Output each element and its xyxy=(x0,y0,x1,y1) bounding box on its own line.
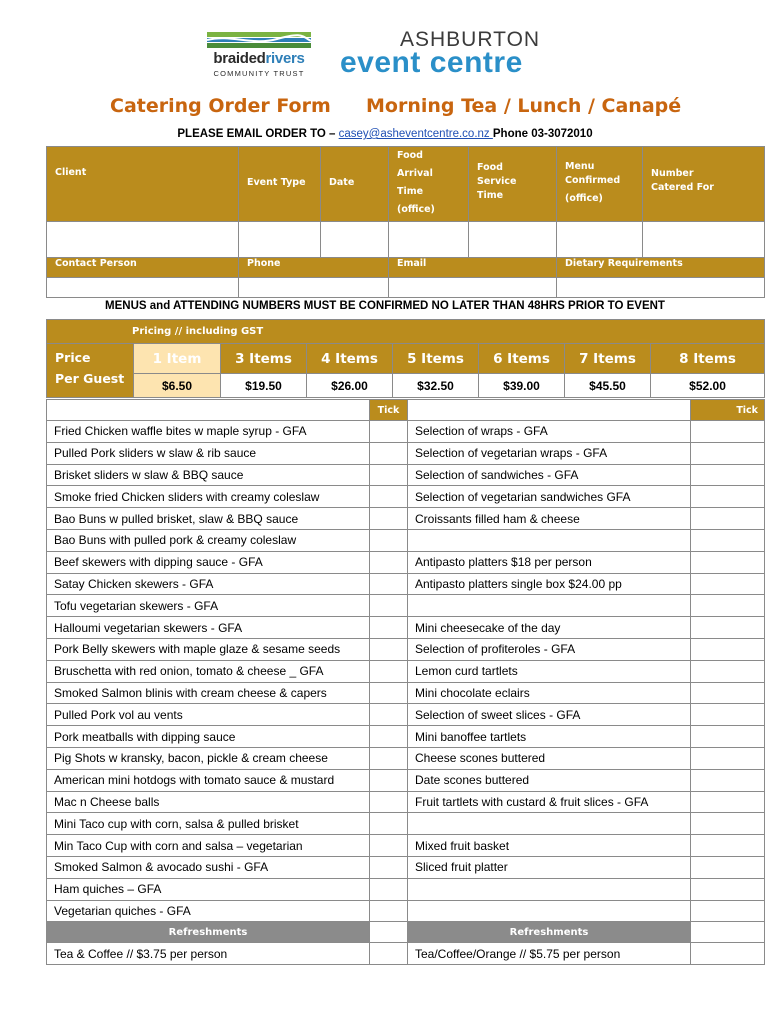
menu-item-left: Ham quiches – GFA xyxy=(47,878,370,900)
menu-item-right: Selection of profiteroles - GFA xyxy=(408,638,691,660)
menu-row xyxy=(47,421,765,443)
menu-item-right: Cheese scones buttered xyxy=(408,747,691,769)
food-service-header: Food Service Time xyxy=(469,147,557,222)
price-7-items: $45.50 xyxy=(565,374,651,398)
menu-item-right: Fruit tartlets with custard & fruit slices - GFA xyxy=(408,791,691,813)
menu-item-right: Antipasto platters $18 per person xyxy=(408,551,691,573)
tick-box-left[interactable] xyxy=(370,726,408,748)
menu-row xyxy=(47,878,765,900)
tick-box-left[interactable] xyxy=(370,900,408,922)
tick-box-right[interactable] xyxy=(691,726,765,748)
tick-box-left[interactable] xyxy=(370,856,408,878)
menu-item-left: Pulled Pork sliders w slaw & rib sauce xyxy=(47,442,370,464)
tick-box-right[interactable] xyxy=(691,617,765,639)
date-header: Date xyxy=(321,147,389,222)
menu-item-left: Bao Buns w pulled brisket, slaw & BBQ sauce xyxy=(47,508,370,530)
pricing-option-1-item[interactable]: 1 Item xyxy=(134,344,221,374)
price-3-items: $19.50 xyxy=(221,374,307,398)
number-catered-field[interactable] xyxy=(643,222,765,258)
refreshments-tick-left[interactable] xyxy=(370,943,408,965)
refreshments-option-right: Tea/Coffee/Orange // $5.75 per person xyxy=(408,943,691,965)
tick-box-right[interactable] xyxy=(691,660,765,682)
pricing-header: Pricing // including GST xyxy=(47,320,765,344)
pricing-table xyxy=(46,319,765,398)
menu-item-right xyxy=(408,595,691,617)
menu-row xyxy=(47,617,765,639)
braided-rivers-name: braidedrivers xyxy=(213,50,305,67)
tick-box-left[interactable] xyxy=(370,769,408,791)
refreshments-row xyxy=(47,943,765,965)
menu-item-left: Fried Chicken waffle bites w maple syrup - GFA xyxy=(47,421,370,443)
menu-row xyxy=(47,486,765,508)
menu-row xyxy=(47,900,765,922)
tick-box-right[interactable] xyxy=(691,551,765,573)
refreshments-header-left: Refreshments xyxy=(47,922,370,943)
menu-item-left: Mac n Cheese balls xyxy=(47,791,370,813)
tick-box-left[interactable] xyxy=(370,464,408,486)
pricing-option-8-items[interactable]: 8 Items xyxy=(651,344,765,374)
tick-box-right[interactable] xyxy=(691,835,765,857)
menu-item-left: Halloumi vegetarian skewers - GFA xyxy=(47,617,370,639)
email-link[interactable]: casey@asheventcentre.co.nz xyxy=(338,128,493,140)
tick-box-left[interactable] xyxy=(370,704,408,726)
event-type-field[interactable] xyxy=(239,222,321,258)
menu-table xyxy=(46,399,765,965)
email-header: Email xyxy=(389,258,557,278)
tick-box-left[interactable] xyxy=(370,551,408,573)
menu-item-left: Tofu vegetarian skewers - GFA xyxy=(47,595,370,617)
tick-box-left[interactable] xyxy=(370,442,408,464)
tick-box-left[interactable] xyxy=(370,529,408,551)
menu-item-right: Selection of vegetarian wraps - GFA xyxy=(408,442,691,464)
menu-item-left: Min Taco Cup with corn and salsa – vegetarian xyxy=(47,835,370,857)
menu-row xyxy=(47,835,765,857)
pricing-option-6-items[interactable]: 6 Items xyxy=(479,344,565,374)
menu-item-left: Smoked Salmon & avocado sushi - GFA xyxy=(47,856,370,878)
menu-item-left: Brisket sliders w slaw & BBQ sauce xyxy=(47,464,370,486)
contact-person-header: Contact Person xyxy=(47,258,239,278)
menu-row xyxy=(47,638,765,660)
client-info-table xyxy=(46,146,765,298)
menu-item-right: Antipasto platters single box $24.00 pp xyxy=(408,573,691,595)
menu-item-left: Vegetarian quiches - GFA xyxy=(47,900,370,922)
tick-box-right[interactable] xyxy=(691,813,765,835)
refreshments-spacer-left xyxy=(370,922,408,943)
menu-row xyxy=(47,769,765,791)
phone-header: Phone xyxy=(239,258,389,278)
menu-row xyxy=(47,856,765,878)
menu-row xyxy=(47,791,765,813)
refreshments-option-left: Tea & Coffee // $3.75 per person xyxy=(47,943,370,965)
event-centre-logo-bottom: event centre xyxy=(340,46,523,79)
tick-box-left[interactable] xyxy=(370,573,408,595)
menu-left-header-blank xyxy=(47,400,370,421)
menu-item-right: Mini cheesecake of the day xyxy=(408,617,691,639)
pricing-option-4-items[interactable]: 4 Items xyxy=(307,344,393,374)
tick-box-left[interactable] xyxy=(370,835,408,857)
tick-header-left: Tick xyxy=(370,400,408,421)
title-left: Catering Order Form xyxy=(110,95,331,117)
pricing-option-3-items[interactable]: 3 Items xyxy=(221,344,307,374)
tick-box-right[interactable] xyxy=(691,769,765,791)
dietary-field[interactable] xyxy=(557,278,765,298)
menu-item-right: Date scones buttered xyxy=(408,769,691,791)
tick-box-right[interactable] xyxy=(691,900,765,922)
confirmation-notice: MENUS and ATTENDING NUMBERS MUST BE CONFIRMED NO LATER THAN 48HRS PRIOR TO EVENT xyxy=(105,300,665,312)
tick-box-left[interactable] xyxy=(370,421,408,443)
tick-box-left[interactable] xyxy=(370,595,408,617)
menu-row xyxy=(47,508,765,530)
phone-field[interactable] xyxy=(239,278,389,298)
price-1-item: $6.50 xyxy=(134,374,221,398)
menu-item-right: Sliced fruit platter xyxy=(408,856,691,878)
menu-row xyxy=(47,726,765,748)
tick-box-left[interactable] xyxy=(370,878,408,900)
tick-box-left[interactable] xyxy=(370,813,408,835)
date-field[interactable] xyxy=(321,222,389,258)
tick-box-right[interactable] xyxy=(691,747,765,769)
refreshments-spacer-right xyxy=(691,922,765,943)
menu-row xyxy=(47,529,765,551)
menu-item-left: Pulled Pork vol au vents xyxy=(47,704,370,726)
tick-box-right[interactable] xyxy=(691,638,765,660)
menu-item-right xyxy=(408,900,691,922)
menu-item-left: Beef skewers with dipping sauce - GFA xyxy=(47,551,370,573)
tick-box-right[interactable] xyxy=(691,791,765,813)
tick-box-left[interactable] xyxy=(370,660,408,682)
tick-box-right[interactable] xyxy=(691,529,765,551)
menu-row xyxy=(47,704,765,726)
tick-box-right[interactable] xyxy=(691,486,765,508)
email-field[interactable] xyxy=(389,278,557,298)
menu-item-right: Selection of sweet slices - GFA xyxy=(408,704,691,726)
braided-rivers-logo xyxy=(205,30,313,80)
menu-item-right: Mini chocolate eclairs xyxy=(408,682,691,704)
page-title xyxy=(0,95,770,121)
tick-box-left[interactable] xyxy=(370,747,408,769)
phone-text: Phone 03-3072010 xyxy=(492,128,593,140)
menu-item-left: Pig Shots w kransky, bacon, pickle & cream cheese xyxy=(47,747,370,769)
menu-item-right: Croissants filled ham & cheese xyxy=(408,508,691,530)
event-type-header: Event Type xyxy=(239,147,321,222)
tick-box-right[interactable] xyxy=(691,704,765,726)
price-4-items: $26.00 xyxy=(307,374,393,398)
menu-row xyxy=(47,682,765,704)
food-arrival-field[interactable] xyxy=(389,222,469,258)
refreshments-header-right: Refreshments xyxy=(408,922,691,943)
tick-box-right[interactable] xyxy=(691,856,765,878)
tick-box-left[interactable] xyxy=(370,682,408,704)
title-right: Morning Tea / Lunch / Canapé xyxy=(366,95,682,117)
menu-row xyxy=(47,660,765,682)
menu-item-left: Bao Buns with pulled pork & creamy coleslaw xyxy=(47,529,370,551)
menu-item-left: Bruschetta with red onion, tomato & cheese _ GFA xyxy=(47,660,370,682)
menu-row xyxy=(47,595,765,617)
food-service-field[interactable] xyxy=(469,222,557,258)
pricing-option-7-items[interactable]: 7 Items xyxy=(565,344,651,374)
menu-item-right: Selection of sandwiches - GFA xyxy=(408,464,691,486)
menu-row xyxy=(47,464,765,486)
event-centre-logo xyxy=(340,28,570,78)
menu-row xyxy=(47,551,765,573)
menu-confirmed-field[interactable] xyxy=(557,222,643,258)
tick-box-right[interactable] xyxy=(691,595,765,617)
menu-item-left: American mini hotdogs with tomato sauce & mustard xyxy=(47,769,370,791)
tick-box-left[interactable] xyxy=(370,638,408,660)
tick-box-right[interactable] xyxy=(691,421,765,443)
client-field[interactable] xyxy=(47,222,239,258)
client-header: Client xyxy=(47,147,239,222)
braided-rivers-logo-graphic xyxy=(207,30,311,50)
menu-item-right: Lemon curd tartlets xyxy=(408,660,691,682)
menu-item-right: Mixed fruit basket xyxy=(408,835,691,857)
number-catered-header: Number Catered For xyxy=(643,147,765,222)
menu-item-left: Pork meatballs with dipping sauce xyxy=(47,726,370,748)
refreshments-header-row xyxy=(47,922,765,943)
event-centre-logo-top: ASHBURTON xyxy=(400,28,541,51)
tick-box-left[interactable] xyxy=(370,508,408,530)
tick-box-left[interactable] xyxy=(370,486,408,508)
menu-row xyxy=(47,442,765,464)
price-per-guest-label: Price Per Guest xyxy=(47,344,134,398)
tick-box-right[interactable] xyxy=(691,464,765,486)
pricing-option-5-items[interactable]: 5 Items xyxy=(393,344,479,374)
menu-item-right: Selection of wraps - GFA xyxy=(408,421,691,443)
tick-box-right[interactable] xyxy=(691,508,765,530)
menu-item-left: Smoke fried Chicken sliders with creamy coleslaw xyxy=(47,486,370,508)
menu-item-right: Selection of vegetarian sandwiches GFA xyxy=(408,486,691,508)
menu-row xyxy=(47,747,765,769)
menu-item-left: Smoked Salmon blinis with cream cheese & capers xyxy=(47,682,370,704)
price-6-items: $39.00 xyxy=(479,374,565,398)
email-instruction xyxy=(0,128,770,140)
refreshments-tick-right[interactable] xyxy=(691,943,765,965)
menu-right-header-blank xyxy=(408,400,691,421)
tick-box-right[interactable] xyxy=(691,682,765,704)
menu-item-left: Pork Belly skewers with maple glaze & sesame seeds xyxy=(47,638,370,660)
tick-box-right[interactable] xyxy=(691,573,765,595)
price-8-items: $52.00 xyxy=(651,374,765,398)
price-5-items: $32.50 xyxy=(393,374,479,398)
dietary-header: Dietary Requirements xyxy=(557,258,765,278)
menu-item-right: Mini banoffee tartlets xyxy=(408,726,691,748)
braided-rivers-subtitle: COMMUNITY TRUST xyxy=(213,69,305,78)
menu-item-right xyxy=(408,878,691,900)
tick-box-right[interactable] xyxy=(691,442,765,464)
menu-row xyxy=(47,573,765,595)
menu-confirmed-header: Menu Confirmed (office) xyxy=(557,147,643,222)
tick-header-right: Tick xyxy=(691,400,765,421)
menu-item-right xyxy=(408,529,691,551)
menu-row xyxy=(47,813,765,835)
tick-box-left[interactable] xyxy=(370,791,408,813)
menu-item-right xyxy=(408,813,691,835)
tick-box-left[interactable] xyxy=(370,617,408,639)
menu-item-left: Mini Taco cup with corn, salsa & pulled brisket xyxy=(47,813,370,835)
tick-box-right[interactable] xyxy=(691,878,765,900)
food-arrival-header: Food Arrival Time (office) xyxy=(389,147,469,222)
contact-person-field[interactable] xyxy=(47,278,239,298)
menu-item-left: Satay Chicken skewers - GFA xyxy=(47,573,370,595)
email-prefix: PLEASE EMAIL ORDER TO – xyxy=(177,128,339,140)
